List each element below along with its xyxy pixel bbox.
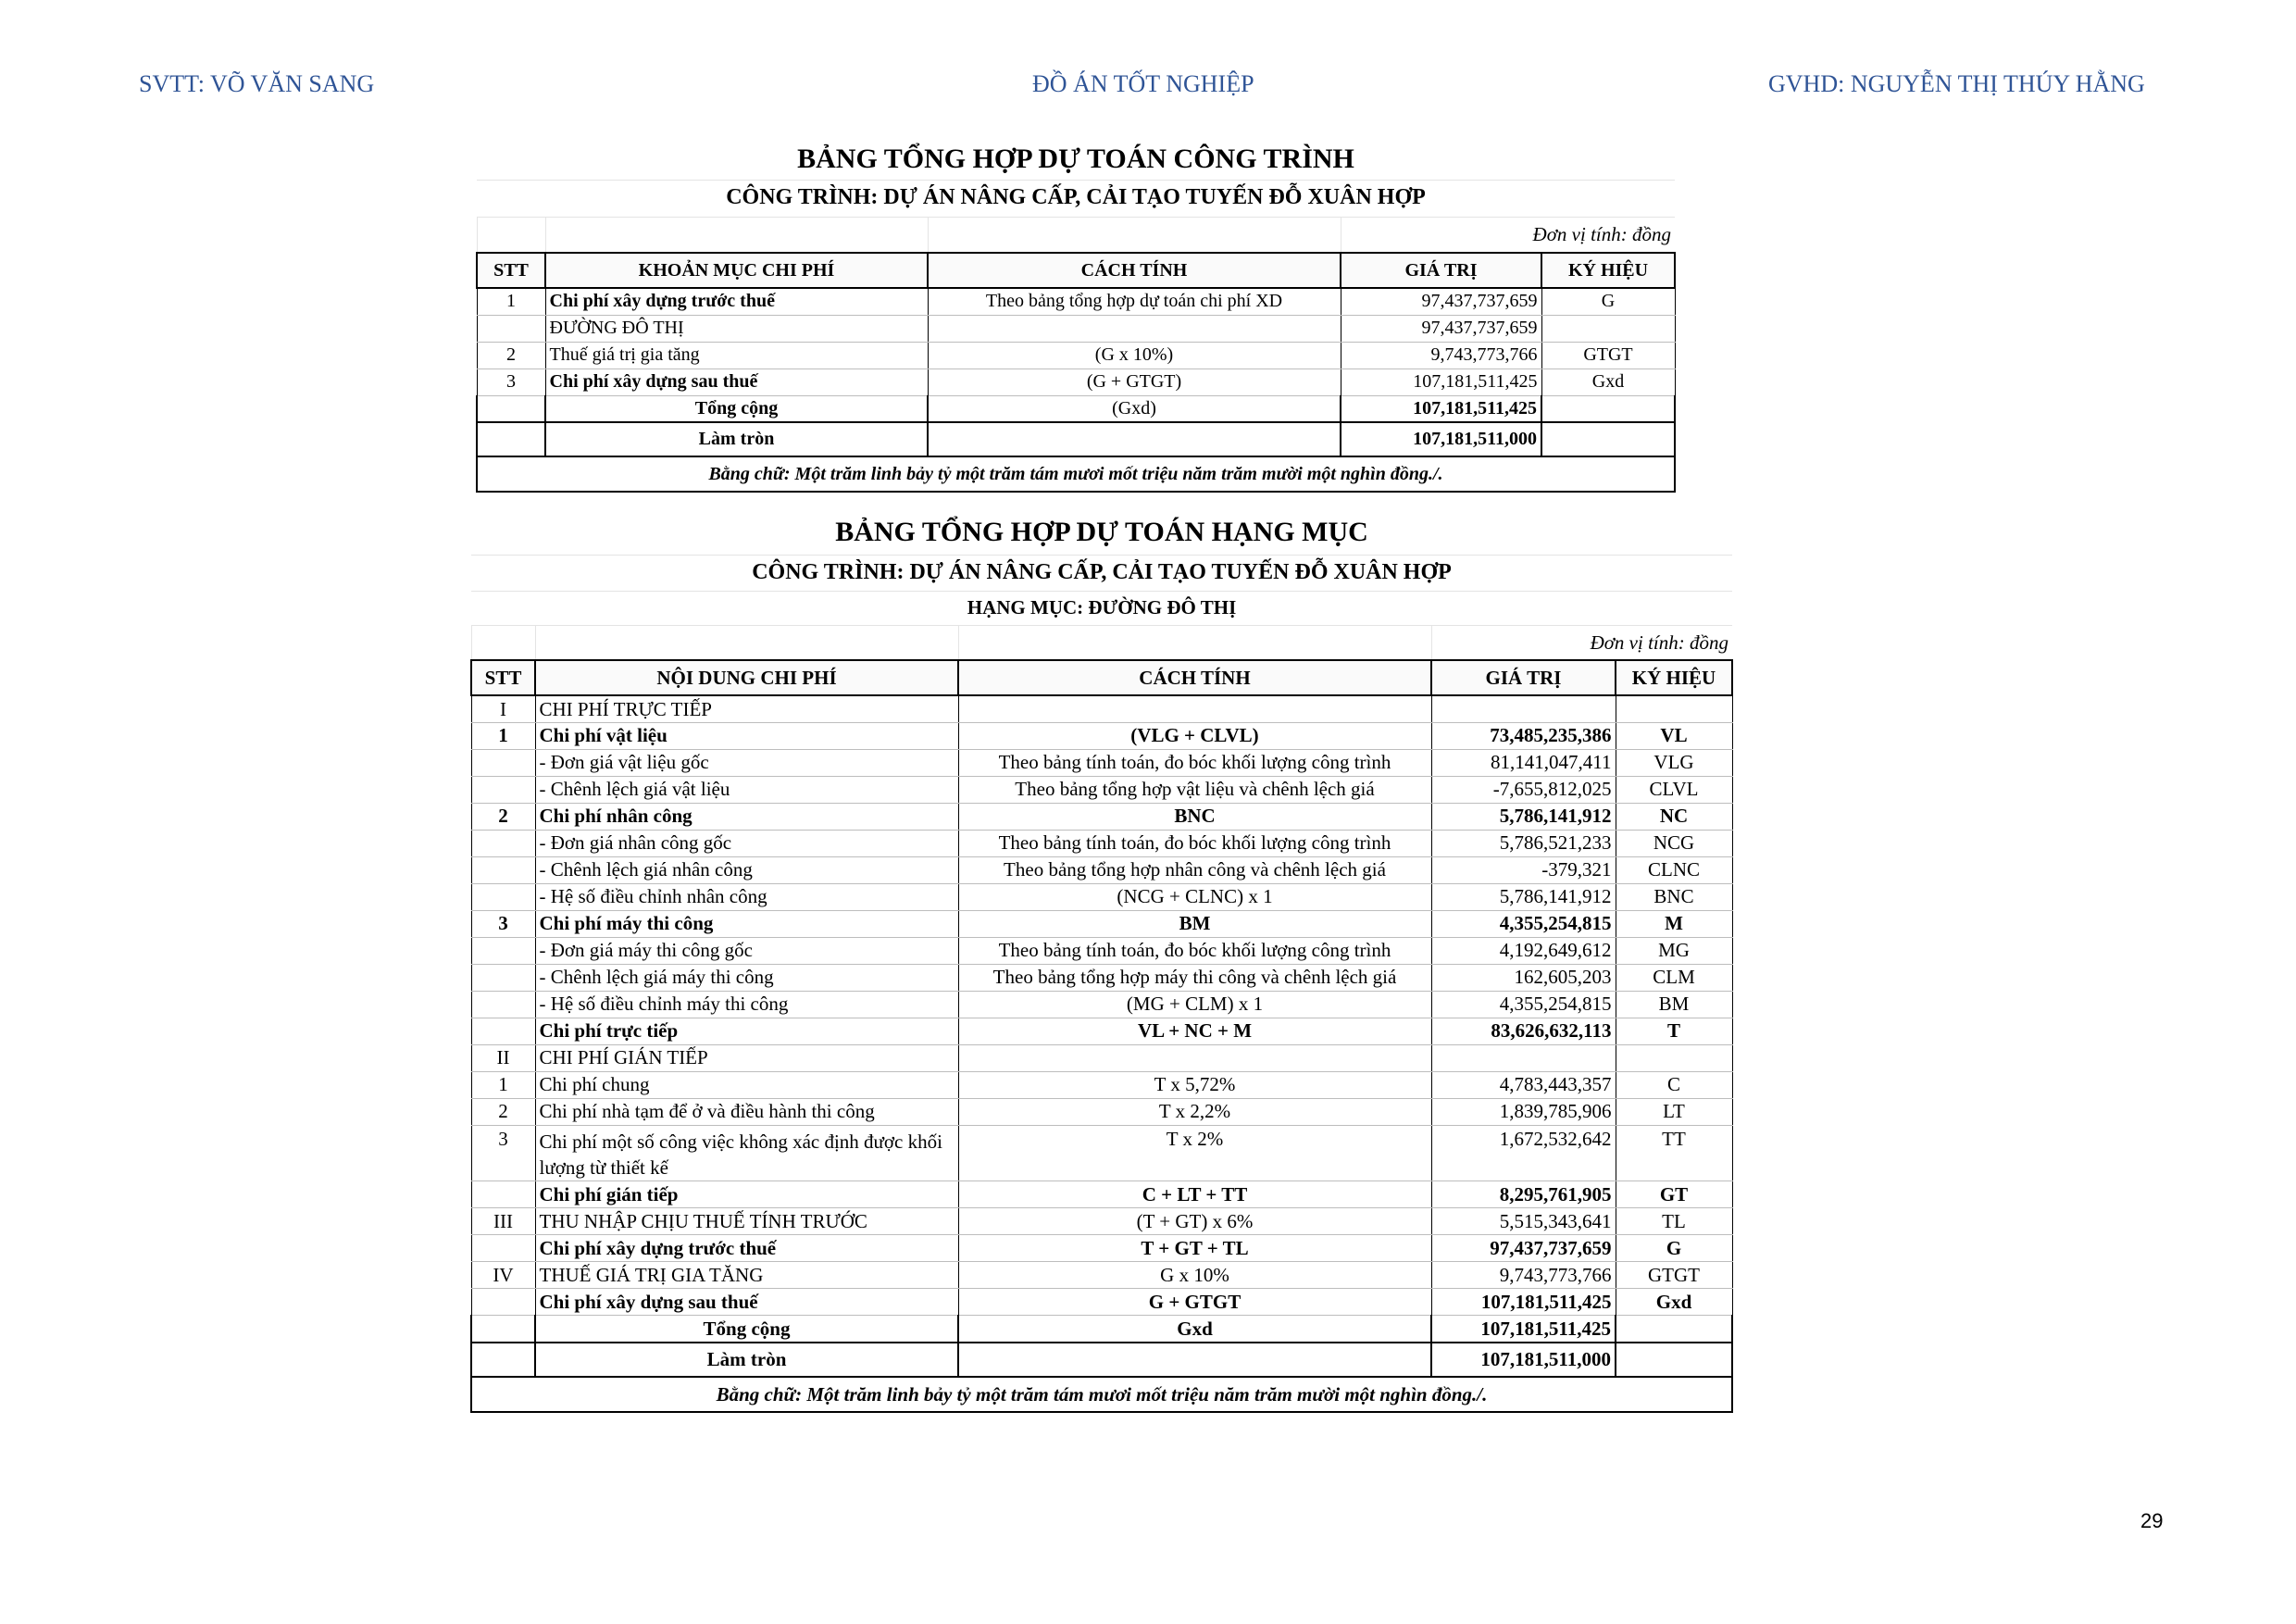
table-row — [471, 1262, 1732, 1289]
cell-value — [1431, 1044, 1616, 1071]
table1-col-symbol: KÝ HIỆU — [1541, 253, 1675, 288]
cell-name: - Đơn giá máy thi công gốc — [535, 937, 958, 964]
cell-method: Theo bảng tổng hợp máy thi công và chênh lệch giá — [958, 964, 1431, 991]
cell-rounded-value: 107,181,511,000 — [1341, 422, 1541, 456]
cell-symbol: C — [1616, 1071, 1732, 1098]
cell-method — [958, 1044, 1431, 1071]
table-row — [477, 369, 1675, 395]
cell-symbol: GTGT — [1616, 1262, 1732, 1289]
cell-empty — [958, 625, 1431, 660]
cell-stt — [471, 1181, 535, 1208]
header-supervisor: GVHD: NGUYỄN THỊ THÚY HẰNG — [1768, 70, 2145, 97]
cell-symbol: CLVL — [1616, 776, 1732, 803]
table-row — [471, 776, 1732, 803]
table2-col-name: NỘI DUNG CHI PHÍ — [535, 660, 958, 695]
cell-name: Chi phí xây dựng trước thuế — [545, 288, 928, 315]
cell-name: Chi phí xây dựng trước thuế — [535, 1235, 958, 1262]
table2-col-symbol: KÝ HIỆU — [1616, 660, 1732, 695]
table-row — [471, 856, 1732, 883]
cell-method: T x 2,2% — [958, 1098, 1431, 1125]
cell-value: -379,321 — [1431, 856, 1616, 883]
cell-symbol — [1541, 315, 1675, 342]
cell-value: 5,786,521,233 — [1431, 830, 1616, 856]
table-row — [471, 695, 1732, 722]
cell-method: BM — [958, 910, 1431, 937]
cell-method: G + GTGT — [958, 1289, 1431, 1316]
cell-method: (T + GT) x 6% — [958, 1208, 1431, 1235]
cell-symbol — [1616, 1044, 1732, 1071]
cell-method: (MG + CLM) x 1 — [958, 991, 1431, 1018]
table2-col-value: GIÁ TRỊ — [1431, 660, 1616, 695]
cell-stt: 1 — [471, 722, 535, 749]
cell-symbol: T — [1616, 1018, 1732, 1044]
table-row — [471, 1125, 1732, 1181]
cell-method: Theo bảng tổng hợp nhân công và chênh lệch giá — [958, 856, 1431, 883]
cell-total-label: Tổng cộng — [545, 395, 928, 422]
table2-title: BẢNG TỔNG HỢP DỰ TOÁN HẠNG MỤC — [471, 510, 1732, 555]
cell-rounded-label: Làm tròn — [535, 1343, 958, 1377]
cell-method: C + LT + TT — [958, 1181, 1431, 1208]
table1-subtitle: CÔNG TRÌNH: DỰ ÁN NÂNG CẤP, CẢI TẠO TUYẾN ĐỖ XUÂN HỢP — [477, 180, 1675, 217]
table-row — [471, 1289, 1732, 1316]
cell-empty — [1541, 422, 1675, 456]
cell-value: 5,786,141,912 — [1431, 803, 1616, 830]
table2-item-name: HẠNG MỤC: ĐƯỜNG ĐÔ THỊ — [471, 591, 1732, 625]
cell-value: 4,783,443,357 — [1431, 1071, 1616, 1098]
cell-value: 4,192,649,612 — [1431, 937, 1616, 964]
cell-name: - Hệ số điều chỉnh máy thi công — [535, 991, 958, 1018]
cell-stt — [471, 1018, 535, 1044]
cell-symbol: VLG — [1616, 749, 1732, 776]
cell-symbol: M — [1616, 910, 1732, 937]
table1-title: BẢNG TỔNG HỢP DỰ TOÁN CÔNG TRÌNH — [477, 139, 1675, 180]
cell-value: 107,181,511,425 — [1431, 1289, 1616, 1316]
cell-name: - Chênh lệch giá nhân công — [535, 856, 958, 883]
cell-method: T x 2% — [958, 1125, 1431, 1181]
cell-method: Theo bảng tổng hợp vật liệu và chênh lệch giá — [958, 776, 1431, 803]
table-row — [471, 722, 1732, 749]
cell-value: -7,655,812,025 — [1431, 776, 1616, 803]
cell-stt: 1 — [471, 1071, 535, 1098]
table1-unit: Đơn vị tính: đồng — [1341, 217, 1675, 253]
header-student: SVTT: VÕ VĂN SANG — [139, 70, 375, 97]
cell-value: 107,181,511,425 — [1341, 369, 1541, 395]
cell-symbol: CLNC — [1616, 856, 1732, 883]
table2-col-stt: STT — [471, 660, 535, 695]
cell-name: Chi phí xây dựng sau thuế — [535, 1289, 958, 1316]
cell-value: 97,437,737,659 — [1431, 1235, 1616, 1262]
cell-method: (G x 10%) — [928, 342, 1341, 369]
cell-empty — [1616, 1343, 1732, 1377]
cell-method: Theo bảng tính toán, đo bóc khối lượng công trình — [958, 830, 1431, 856]
table-row — [471, 749, 1732, 776]
table-row — [471, 991, 1732, 1018]
cell-method: T + GT + TL — [958, 1235, 1431, 1262]
project-estimate-summary-table — [476, 139, 1676, 493]
cell-empty — [545, 217, 928, 253]
cell-empty — [471, 1316, 535, 1343]
cell-method — [928, 315, 1341, 342]
cell-symbol: VL — [1616, 722, 1732, 749]
table-row — [477, 342, 1675, 369]
cell-method: Theo bảng tổng hợp dự toán chi phí XD — [928, 288, 1341, 315]
table-row — [471, 883, 1732, 910]
cell-symbol: LT — [1616, 1098, 1732, 1125]
table2-total-row — [471, 1316, 1732, 1343]
cell-value: 97,437,737,659 — [1341, 315, 1541, 342]
table-row — [471, 1235, 1732, 1262]
cell-value: 5,515,343,641 — [1431, 1208, 1616, 1235]
cell-total-label: Tổng cộng — [535, 1316, 958, 1343]
cell-symbol: GTGT — [1541, 342, 1675, 369]
cell-value: 81,141,047,411 — [1431, 749, 1616, 776]
cell-name: Thuế giá trị gia tăng — [545, 342, 928, 369]
cell-value: 4,355,254,815 — [1431, 910, 1616, 937]
cell-symbol: G — [1616, 1235, 1732, 1262]
cell-name: - Chênh lệch giá vật liệu — [535, 776, 958, 803]
cell-name: CHI PHÍ GIÁN TIẾP — [535, 1044, 958, 1071]
cell-stt: 3 — [471, 1125, 535, 1181]
cell-empty — [477, 395, 545, 422]
table-row — [471, 937, 1732, 964]
cell-name: Chi phí trực tiếp — [535, 1018, 958, 1044]
cell-symbol: NCG — [1616, 830, 1732, 856]
cell-name: - Đơn giá nhân công gốc — [535, 830, 958, 856]
cell-name: - Hệ số điều chỉnh nhân công — [535, 883, 958, 910]
cell-value — [1431, 695, 1616, 722]
table1-total-row — [477, 395, 1675, 422]
table1-col-name: KHOẢN MỤC CHI PHÍ — [545, 253, 928, 288]
cell-empty — [928, 217, 1341, 253]
cell-stt: 3 — [477, 369, 545, 395]
cell-symbol: TT — [1616, 1125, 1732, 1181]
cell-empty — [471, 1343, 535, 1377]
cell-name: THU NHẬP CHỊU THUẾ TÍNH TRƯỚC — [535, 1208, 958, 1235]
table2-col-method: CÁCH TÍNH — [958, 660, 1431, 695]
cell-stt — [471, 776, 535, 803]
table-row — [471, 1044, 1732, 1071]
cell-value: 9,743,773,766 — [1431, 1262, 1616, 1289]
cell-value: 83,626,632,113 — [1431, 1018, 1616, 1044]
cell-total-value: 107,181,511,425 — [1341, 395, 1541, 422]
cell-symbol: G — [1541, 288, 1675, 315]
table-row — [477, 288, 1675, 315]
page-number: 29 — [2140, 1509, 2164, 1532]
cell-symbol: MG — [1616, 937, 1732, 964]
table-row — [471, 1208, 1732, 1235]
cell-method: BNC — [958, 803, 1431, 830]
cell-empty — [958, 1343, 1431, 1377]
cell-method: (NCG + CLNC) x 1 — [958, 883, 1431, 910]
cell-method: G x 10% — [958, 1262, 1431, 1289]
cell-name: Chi phí chung — [535, 1071, 958, 1098]
cell-stt: 2 — [471, 803, 535, 830]
cell-method: (VLG + CLVL) — [958, 722, 1431, 749]
cell-method: Theo bảng tính toán, đo bóc khối lượng công trình — [958, 749, 1431, 776]
cell-stt — [471, 964, 535, 991]
cell-stt — [471, 749, 535, 776]
table1-amount-in-words: Bằng chữ: Một trăm linh bảy tỷ một trăm tám mươi mốt triệu năm trăm mười một nghìn đồng./. — [477, 456, 1675, 492]
cell-method — [958, 695, 1431, 722]
cell-name: Chi phí xây dựng sau thuế — [545, 369, 928, 395]
cell-stt — [471, 883, 535, 910]
cell-empty — [477, 422, 545, 456]
table1-col-value: GIÁ TRỊ — [1341, 253, 1541, 288]
cell-name: Chi phí một số công việc không xác định được khối lượng từ thiết kế — [535, 1125, 958, 1181]
cell-empty — [928, 422, 1341, 456]
cell-stt: 3 — [471, 910, 535, 937]
cell-stt: I — [471, 695, 535, 722]
table-row — [471, 1071, 1732, 1098]
cell-name: Chi phí nhà tạm để ở và điều hành thi công — [535, 1098, 958, 1125]
cell-stt: III — [471, 1208, 535, 1235]
item-estimate-summary-table — [470, 510, 1733, 1413]
table-row — [471, 1098, 1732, 1125]
cell-value: 1,672,532,642 — [1431, 1125, 1616, 1181]
cell-value: 8,295,761,905 — [1431, 1181, 1616, 1208]
cell-name: Chi phí máy thi công — [535, 910, 958, 937]
cell-stt — [471, 937, 535, 964]
table2-unit: Đơn vị tính: đồng — [1431, 625, 1732, 660]
cell-name: Chi phí gián tiếp — [535, 1181, 958, 1208]
table1-col-method: CÁCH TÍNH — [928, 253, 1341, 288]
cell-name: THUẾ GIÁ TRỊ GIA TĂNG — [535, 1262, 958, 1289]
cell-symbol: BM — [1616, 991, 1732, 1018]
cell-value: 4,355,254,815 — [1431, 991, 1616, 1018]
cell-name: Chi phí vật liệu — [535, 722, 958, 749]
table-row — [471, 910, 1732, 937]
cell-empty — [1616, 1316, 1732, 1343]
cell-stt: IV — [471, 1262, 535, 1289]
cell-method: VL + NC + M — [958, 1018, 1431, 1044]
cell-value: 162,605,203 — [1431, 964, 1616, 991]
cell-total-value: 107,181,511,425 — [1431, 1316, 1616, 1343]
table-row — [471, 830, 1732, 856]
cell-stt — [471, 856, 535, 883]
cell-name: Chi phí nhân công — [535, 803, 958, 830]
cell-stt: 2 — [471, 1098, 535, 1125]
cell-symbol: NC — [1616, 803, 1732, 830]
cell-stt — [477, 315, 545, 342]
table-row — [477, 315, 1675, 342]
cell-rounded-label: Làm tròn — [545, 422, 928, 456]
cell-symbol: Gxd — [1616, 1289, 1732, 1316]
cell-stt — [471, 1289, 535, 1316]
cell-symbol: CLM — [1616, 964, 1732, 991]
cell-stt — [471, 830, 535, 856]
header-project-type: ĐỒ ÁN TỐT NGHIỆP — [1032, 70, 1254, 97]
table2-subtitle: CÔNG TRÌNH: DỰ ÁN NÂNG CẤP, CẢI TẠO TUYẾN ĐỖ XUÂN HỢP — [471, 555, 1732, 591]
cell-name: CHI PHÍ TRỰC TIẾP — [535, 695, 958, 722]
cell-symbol — [1616, 695, 1732, 722]
cell-symbol: TL — [1616, 1208, 1732, 1235]
cell-empty — [535, 625, 958, 660]
table-row — [471, 1181, 1732, 1208]
cell-method: Theo bảng tính toán, đo bóc khối lượng công trình — [958, 937, 1431, 964]
table-row — [471, 964, 1732, 991]
cell-symbol: Gxd — [1541, 369, 1675, 395]
cell-rounded-value: 107,181,511,000 — [1431, 1343, 1616, 1377]
cell-stt: II — [471, 1044, 535, 1071]
cell-method: T x 5,72% — [958, 1071, 1431, 1098]
table1-rounded-row — [477, 422, 1675, 456]
cell-name: ĐƯỜNG ĐÔ THỊ — [545, 315, 928, 342]
table2-rounded-row — [471, 1343, 1732, 1377]
cell-stt — [471, 991, 535, 1018]
cell-name: - Chênh lệch giá máy thi công — [535, 964, 958, 991]
table1-col-stt: STT — [477, 253, 545, 288]
cell-empty — [1541, 395, 1675, 422]
cell-value: 73,485,235,386 — [1431, 722, 1616, 749]
cell-symbol: GT — [1616, 1181, 1732, 1208]
cell-empty — [477, 217, 545, 253]
table2-amount-in-words: Bằng chữ: Một trăm linh bảy tỷ một trăm tám mươi mốt triệu năm trăm mười một nghìn đồng./. — [471, 1377, 1732, 1412]
cell-stt — [471, 1235, 535, 1262]
table-row — [471, 803, 1732, 830]
cell-empty — [471, 625, 535, 660]
cell-value: 9,743,773,766 — [1341, 342, 1541, 369]
cell-value: 5,786,141,912 — [1431, 883, 1616, 910]
cell-total-method: (Gxd) — [928, 395, 1341, 422]
cell-stt: 1 — [477, 288, 545, 315]
cell-value: 97,437,737,659 — [1341, 288, 1541, 315]
cell-total-method: Gxd — [958, 1316, 1431, 1343]
table-row — [471, 1018, 1732, 1044]
cell-name: - Đơn giá vật liệu gốc — [535, 749, 958, 776]
cell-stt: 2 — [477, 342, 545, 369]
cell-method: (G + GTGT) — [928, 369, 1341, 395]
cell-symbol: BNC — [1616, 883, 1732, 910]
cell-value: 1,839,785,906 — [1431, 1098, 1616, 1125]
